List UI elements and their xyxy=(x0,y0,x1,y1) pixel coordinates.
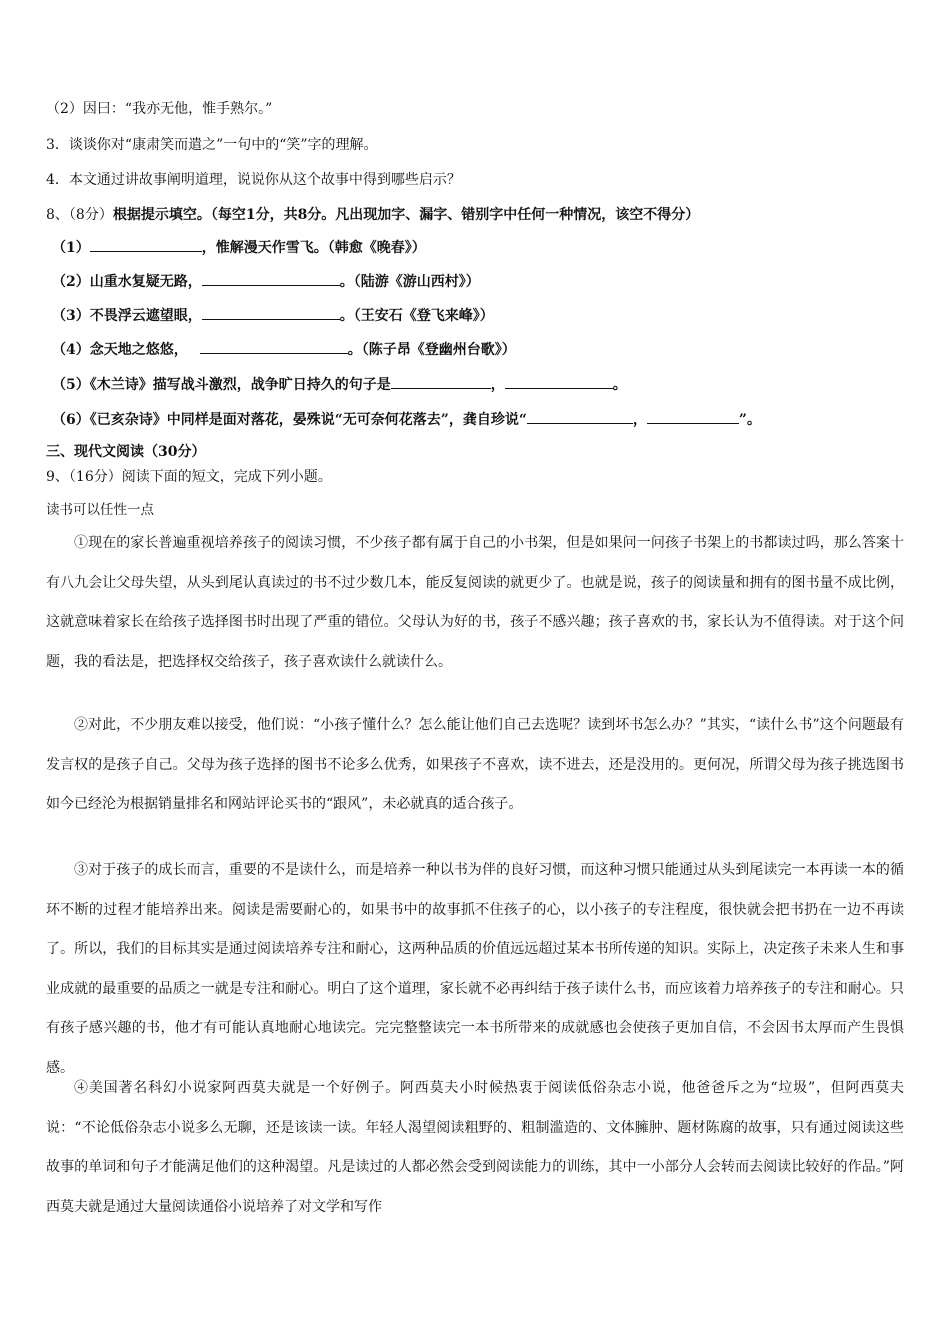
fill-blank-5b[interactable] xyxy=(505,375,613,389)
fill-item-6-mid: ， xyxy=(632,412,647,428)
q8-instruction: 根据提示填空。（每空1分，共8分。凡出现加字、漏字、错别字中任何一种情况，该空不得分） xyxy=(112,207,700,223)
fill-item-4 xyxy=(52,340,516,359)
article-paragraph-2: ②对此，不少朋友难以接受，他们说：“小孩子懂什么？怎么能让他们自己去选呢？读到坏书怎么办？”其实，“读什么书”这个问题最有发言权的是孩子自己。父母为孩子选择的图书不论多么优秀，如果孩子不喜欢，读不进去，还是没用的。更何况，所谓父母为孩子挑选图书如今已经沦为根据销量排名和网站评论买书的“跟风”，未必就真的适合孩子。 xyxy=(46,717,904,812)
article-paragraph-3: ③对于孩子的成长而言，重要的不是读什么，而是培养一种以书为伴的良好习惯，而这种习惯只能通过从头到尾读完一本再读一本的循环不断的过程才能培养出来。阅读是需要耐心的，如果书中的故事抓不住孩子的心，以小孩子的专注程度，很快就会把书扔在一边不再读了。所以，我们的目标其实是通过阅读培养专注和耐心，这两种品质的价值远远超过某本书所传递的知识。实际上，决定孩子未来人生和事业成就的最重要的品质之一就是专注和耐心。明白了这个道理，家长就不必再纠结于孩子读什么书，而应该着力培养孩子的专注和耐心。只有孩子感兴趣的书，他才有可能认真地耐心地读完。完完整整读完一本书所带来的成就感也会使孩子更加自信，不会因书太厚而产生畏惧感。 xyxy=(46,862,904,1076)
section-3-heading: 三、现代文阅读（30分） xyxy=(46,444,206,460)
fill-blank-6a[interactable] xyxy=(527,410,633,424)
fill-item-3-before: 不畏浮云遮望眼， xyxy=(89,308,202,324)
article-title: 读书可以任性一点 xyxy=(46,502,154,518)
fill-item-4-after: 。（陈子昂《登幽州台歌》） xyxy=(347,342,516,358)
fill-item-6-before: 《已亥杂诗》中同样是面对落花，晏殊说“无可奈何花落去”，龚自珍说“ xyxy=(89,412,527,428)
fill-item-4-before: 念天地之悠悠， xyxy=(89,342,188,358)
q9-prompt: 9、（16分）阅读下面的短文，完成下列小题。 xyxy=(46,469,332,485)
fill-item-2-before: 山重水复疑无路， xyxy=(89,274,202,290)
fill-blank-1[interactable] xyxy=(90,238,202,252)
fill-item-6-num: （6） xyxy=(52,412,90,428)
fill-item-3-num: （3） xyxy=(52,308,90,324)
fill-item-6-after: ”。 xyxy=(738,412,761,428)
fill-item-4-num: （4） xyxy=(52,342,90,358)
fill-item-1-after: ，惟解漫天作雪飞。（韩愈《晚春》） xyxy=(201,240,426,256)
fill-item-1 xyxy=(52,238,426,257)
fill-item-5 xyxy=(52,375,627,394)
fill-item-3-after: 。（王安石《登飞来峰》） xyxy=(339,308,494,324)
q7-question-4: 4．本文通过讲故事阐明道理，说说你从这个故事中得到哪些启示？ xyxy=(46,172,461,188)
fill-item-2-after: 。（陆游《游山西村》） xyxy=(339,274,480,290)
fill-blank-6b[interactable] xyxy=(647,410,739,424)
fill-item-1-num: （1） xyxy=(52,240,90,256)
article-paragraph-1: ①现在的家长普遍重视培养孩子的阅读习惯，不少孩子都有属于自己的小书架，但是如果问一问孩子书架上的书都读过吗，那么答案十有八九会让父母失望，从头到尾认真读过的书不过少数几本，能反复阅读的就更少了。也就是说，孩子的阅读量和拥有的图书量不成比例，这就意味着家长在给孩子选择图书时出现了严重的错位。父母认为好的书，孩子不感兴趣；孩子喜欢的书，家长认为不值得读。对于这个问题，我的看法是，把选择权交给孩子，孩子喜欢读什么就读什么。 xyxy=(46,535,904,670)
fill-item-5-mid: ， xyxy=(490,377,505,393)
fill-item-2-num: （2） xyxy=(52,274,90,290)
fill-item-2 xyxy=(52,272,480,291)
fill-blank-2[interactable] xyxy=(202,272,340,286)
q8-number: 8、（8分） xyxy=(46,207,113,223)
q8-header xyxy=(46,206,699,224)
fill-item-5-before: 《木兰诗》描写战斗激烈，战争旷日持久的句子是 xyxy=(89,377,391,393)
fill-item-3 xyxy=(52,306,494,325)
fill-blank-3[interactable] xyxy=(202,306,340,320)
fill-item-5-num: （5） xyxy=(52,377,90,393)
fill-item-5-after: 。 xyxy=(612,377,627,393)
q7-part2: （2）因曰：“我亦无他，惟手熟尔。” xyxy=(46,101,273,117)
fill-blank-5a[interactable] xyxy=(391,375,491,389)
article-paragraph-4: ④美国著名科幻小说家阿西莫夫就是一个好例子。阿西莫夫小时候热衷于阅读低俗杂志小说，他爸爸斥之为“垃圾”，但阿西莫夫说：“不论低俗杂志小说多么无聊，还是该读一读。年轻人渴望阅读粗野的、粗制滥造的、文体臃肿、题材陈腐的故事，只有通过阅读这些故事的单词和句子才能满足他们的这种渴望。凡是读过的人都必然会受到阅读能力的训练，其中一小部分人会转而去阅读比较好的作品。”阿西莫夫就是通过大量阅读通俗小说培养了对文学和写作 xyxy=(46,1080,904,1215)
q7-question-3: 3．谈谈你对“康肃笑而遣之”一句中的“笑”字的理解。 xyxy=(46,137,378,153)
fill-item-6 xyxy=(52,410,761,429)
fill-blank-4[interactable] xyxy=(200,340,348,354)
